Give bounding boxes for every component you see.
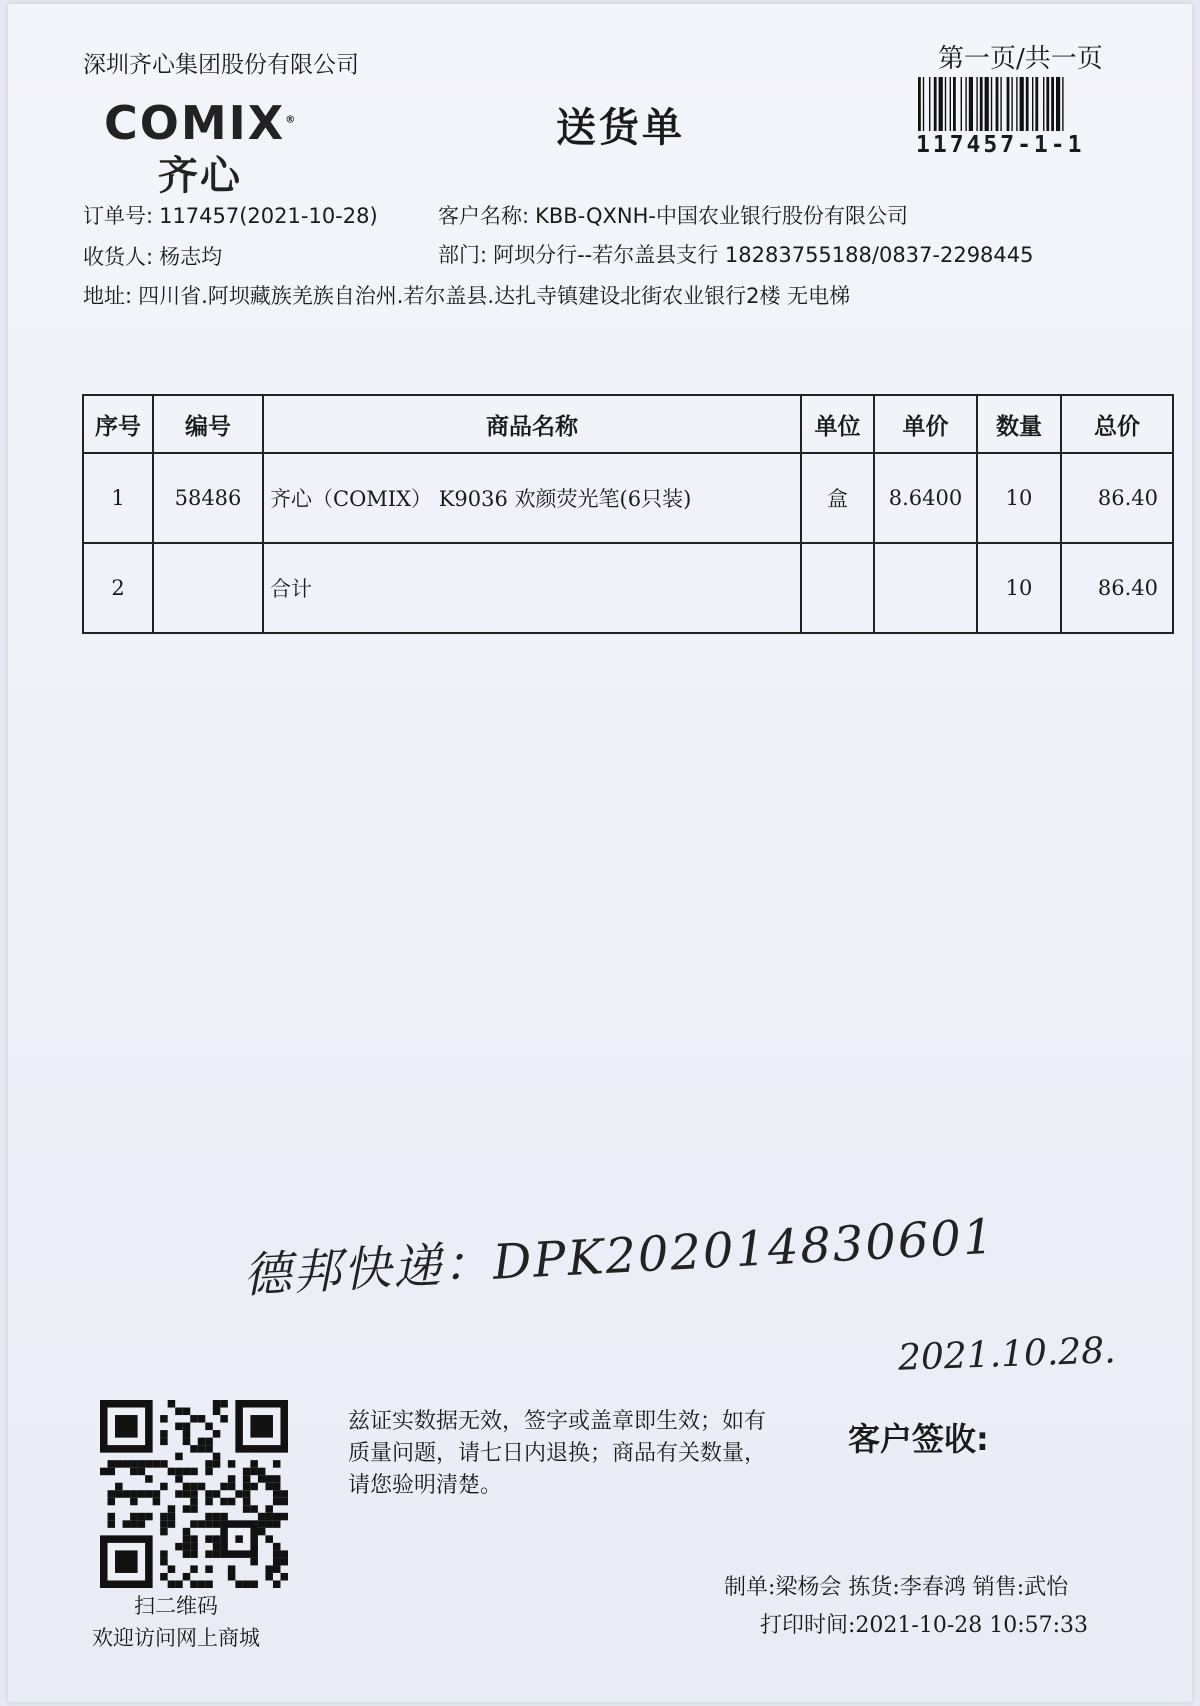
header-cell: 单价 [874, 395, 977, 453]
item-code: 58486 [153, 453, 263, 543]
print-time: 打印时间:2021-10-28 10:57:33 [760, 1613, 1089, 1638]
order-number-value: 117457(2021-10-28) [159, 204, 378, 228]
customer-signature-label: 客户签收: [848, 1420, 989, 1458]
order-number [83, 200, 378, 230]
address-value: 四川省.阿坝藏族羌族自治州.若尔盖县.达扎寺镇建设北街农业银行2楼 无电梯 [138, 284, 851, 308]
customer-name-label: 客户名称: [438, 204, 530, 228]
qr-caption-visit: 欢迎访问网上商城 [92, 1626, 260, 1650]
header-cell: 总价 [1061, 395, 1173, 453]
header-cell: 序号 [83, 395, 153, 453]
row-index: 2 [83, 543, 153, 633]
item-quantity: 10 [977, 543, 1061, 633]
header-cell: 商品名称 [263, 395, 801, 453]
item-unit-price: 8.6400 [874, 453, 977, 543]
header-cell: 数量 [977, 395, 1061, 453]
item-code [153, 543, 263, 633]
item-unit-price [874, 543, 977, 633]
department-label: 部门: [438, 243, 488, 267]
department [438, 239, 1034, 269]
page-indicator: 第一页/共一页 [938, 44, 1103, 74]
item-quantity: 10 [977, 453, 1061, 543]
receiver-value: 杨志均 [159, 245, 223, 269]
logo-text: COMIX [104, 96, 286, 150]
receiver-label: 收货人: [83, 245, 154, 269]
address [83, 280, 850, 310]
address-label: 地址: [83, 284, 133, 308]
row-index: 1 [83, 453, 153, 543]
header-cell: 单位 [801, 395, 874, 453]
item-name: 齐心（COMIX） K9036 欢颜荧光笔(6只装) [263, 453, 801, 543]
table-row [83, 453, 1173, 543]
customer-name [438, 200, 908, 230]
comix-logo-chinese: 齐心 [158, 153, 242, 199]
items-table [82, 394, 1174, 634]
document-title: 送货单 [556, 104, 685, 151]
notice-text: 兹证实数据无效，签字或盖章即生效；如有质量问题，请七日内退换；商品有关数量，请您验明清楚。 [348, 1409, 767, 1498]
table-row [83, 543, 1173, 633]
company-name: 深圳齐心集团股份有限公司 [83, 52, 359, 78]
handwritten-date: 2021.10.28. [897, 1330, 1117, 1379]
header-cell: 编号 [153, 395, 263, 453]
receiver [83, 241, 222, 271]
delivery-note-paper [8, 4, 1192, 1702]
order-number-label: 订单号: [83, 204, 154, 228]
item-total: 86.40 [1061, 543, 1173, 633]
department-value: 阿坝分行--若尔盖县支行 18283755188/0837-2298445 [493, 243, 1034, 267]
comix-logo: COMIX® [104, 96, 298, 150]
item-total: 86.40 [1061, 453, 1173, 543]
barcode-number: 117457-1-1 [916, 132, 1085, 158]
item-name: 合计 [263, 543, 801, 633]
handwritten-tracking-note: 德邦快递：DPK202014830601 [241, 1208, 997, 1304]
item-unit: 盒 [801, 453, 874, 543]
staff-line: 制单:梁杨会 拣货:李春鸿 销售:武怡 [724, 1575, 1069, 1600]
qr-code-image [100, 1400, 288, 1588]
item-unit [801, 543, 874, 633]
customer-name-value: KBB-QXNH-中国农业银行股份有限公司 [535, 204, 909, 228]
barcode-image [916, 77, 1132, 131]
qr-caption-scan: 扫二维码 [134, 1594, 218, 1618]
table-header-row [83, 395, 1173, 453]
